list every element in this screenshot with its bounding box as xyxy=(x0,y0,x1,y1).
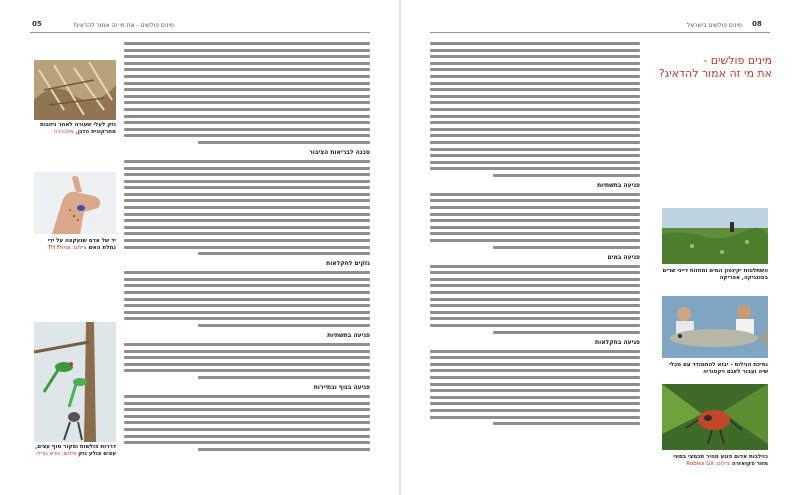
palm-weevil-photo-caption: כוילבות אדום פוגע מהיר תכמצי בסוגי מזור פקואזרה צילום: Robles Gil xyxy=(673,454,768,467)
section-heading: פגיעה במים xyxy=(607,253,640,261)
fire-ant-sting-hand-photo xyxy=(34,172,116,234)
article-title-line-2: את מי זה אמור להדאיג? xyxy=(658,67,772,80)
section-heading: פגיעה בחקלאות xyxy=(595,338,640,346)
hyacinth-photo-caption: השתלטות יקינטון המים ומחזות דייגי שרים בטנגניקה, אפריקה xyxy=(662,268,768,281)
section-heading: פגיעה בנוף ובתיירות xyxy=(313,383,370,391)
section-heading: סכנה לבריאות הציבור xyxy=(309,148,370,156)
right-page-text-column xyxy=(430,42,640,429)
nile-perch-photo-caption: נסיכת הנילוס - יבוא להתמודד עם מכלי שיה ועבור לאגם ויקטוריה xyxy=(669,362,768,375)
left-header-rule xyxy=(30,32,370,33)
barley-photo-caption: נזק לעלי שעורה לאחר ניזונות מחרקונית הדגן, אלבהרה xyxy=(40,122,116,135)
hand-photo-caption: יד של אדם שנעקצה על ידי נמלת האש צילום: TH Frina xyxy=(47,238,116,251)
section-heading: פגיעה בתשתיות xyxy=(327,331,370,339)
page-gutter xyxy=(399,0,401,495)
article-title xyxy=(654,54,772,80)
article-title-line-1: מינים פולשים - xyxy=(703,54,772,67)
nile-perch-fishermen-photo xyxy=(662,296,768,358)
right-running-head: מינים פולשים בישראל xyxy=(686,22,742,29)
parakeets-on-tree-photo xyxy=(34,322,116,442)
left-page-number: 05 xyxy=(32,20,42,28)
right-header-rule xyxy=(430,32,770,33)
water-hyacinth-lake-photo xyxy=(662,208,768,264)
section-heading: פגיעה בתשתיות xyxy=(597,181,640,189)
barley-damage-photo xyxy=(34,60,116,120)
red-palm-weevil-photo xyxy=(662,384,768,450)
parakeets-photo-caption: דררות פולשות וסקור סוף עצים, עצים צולע נזק צילום: נורא גורדו xyxy=(35,444,116,457)
left-page-text-column xyxy=(124,42,370,454)
right-page-number: 08 xyxy=(752,20,762,28)
section-heading: נזקים לחקלאות xyxy=(326,260,370,268)
left-running-head: מינים פולשים - את מי זה אמור להדאיג? xyxy=(72,22,174,29)
